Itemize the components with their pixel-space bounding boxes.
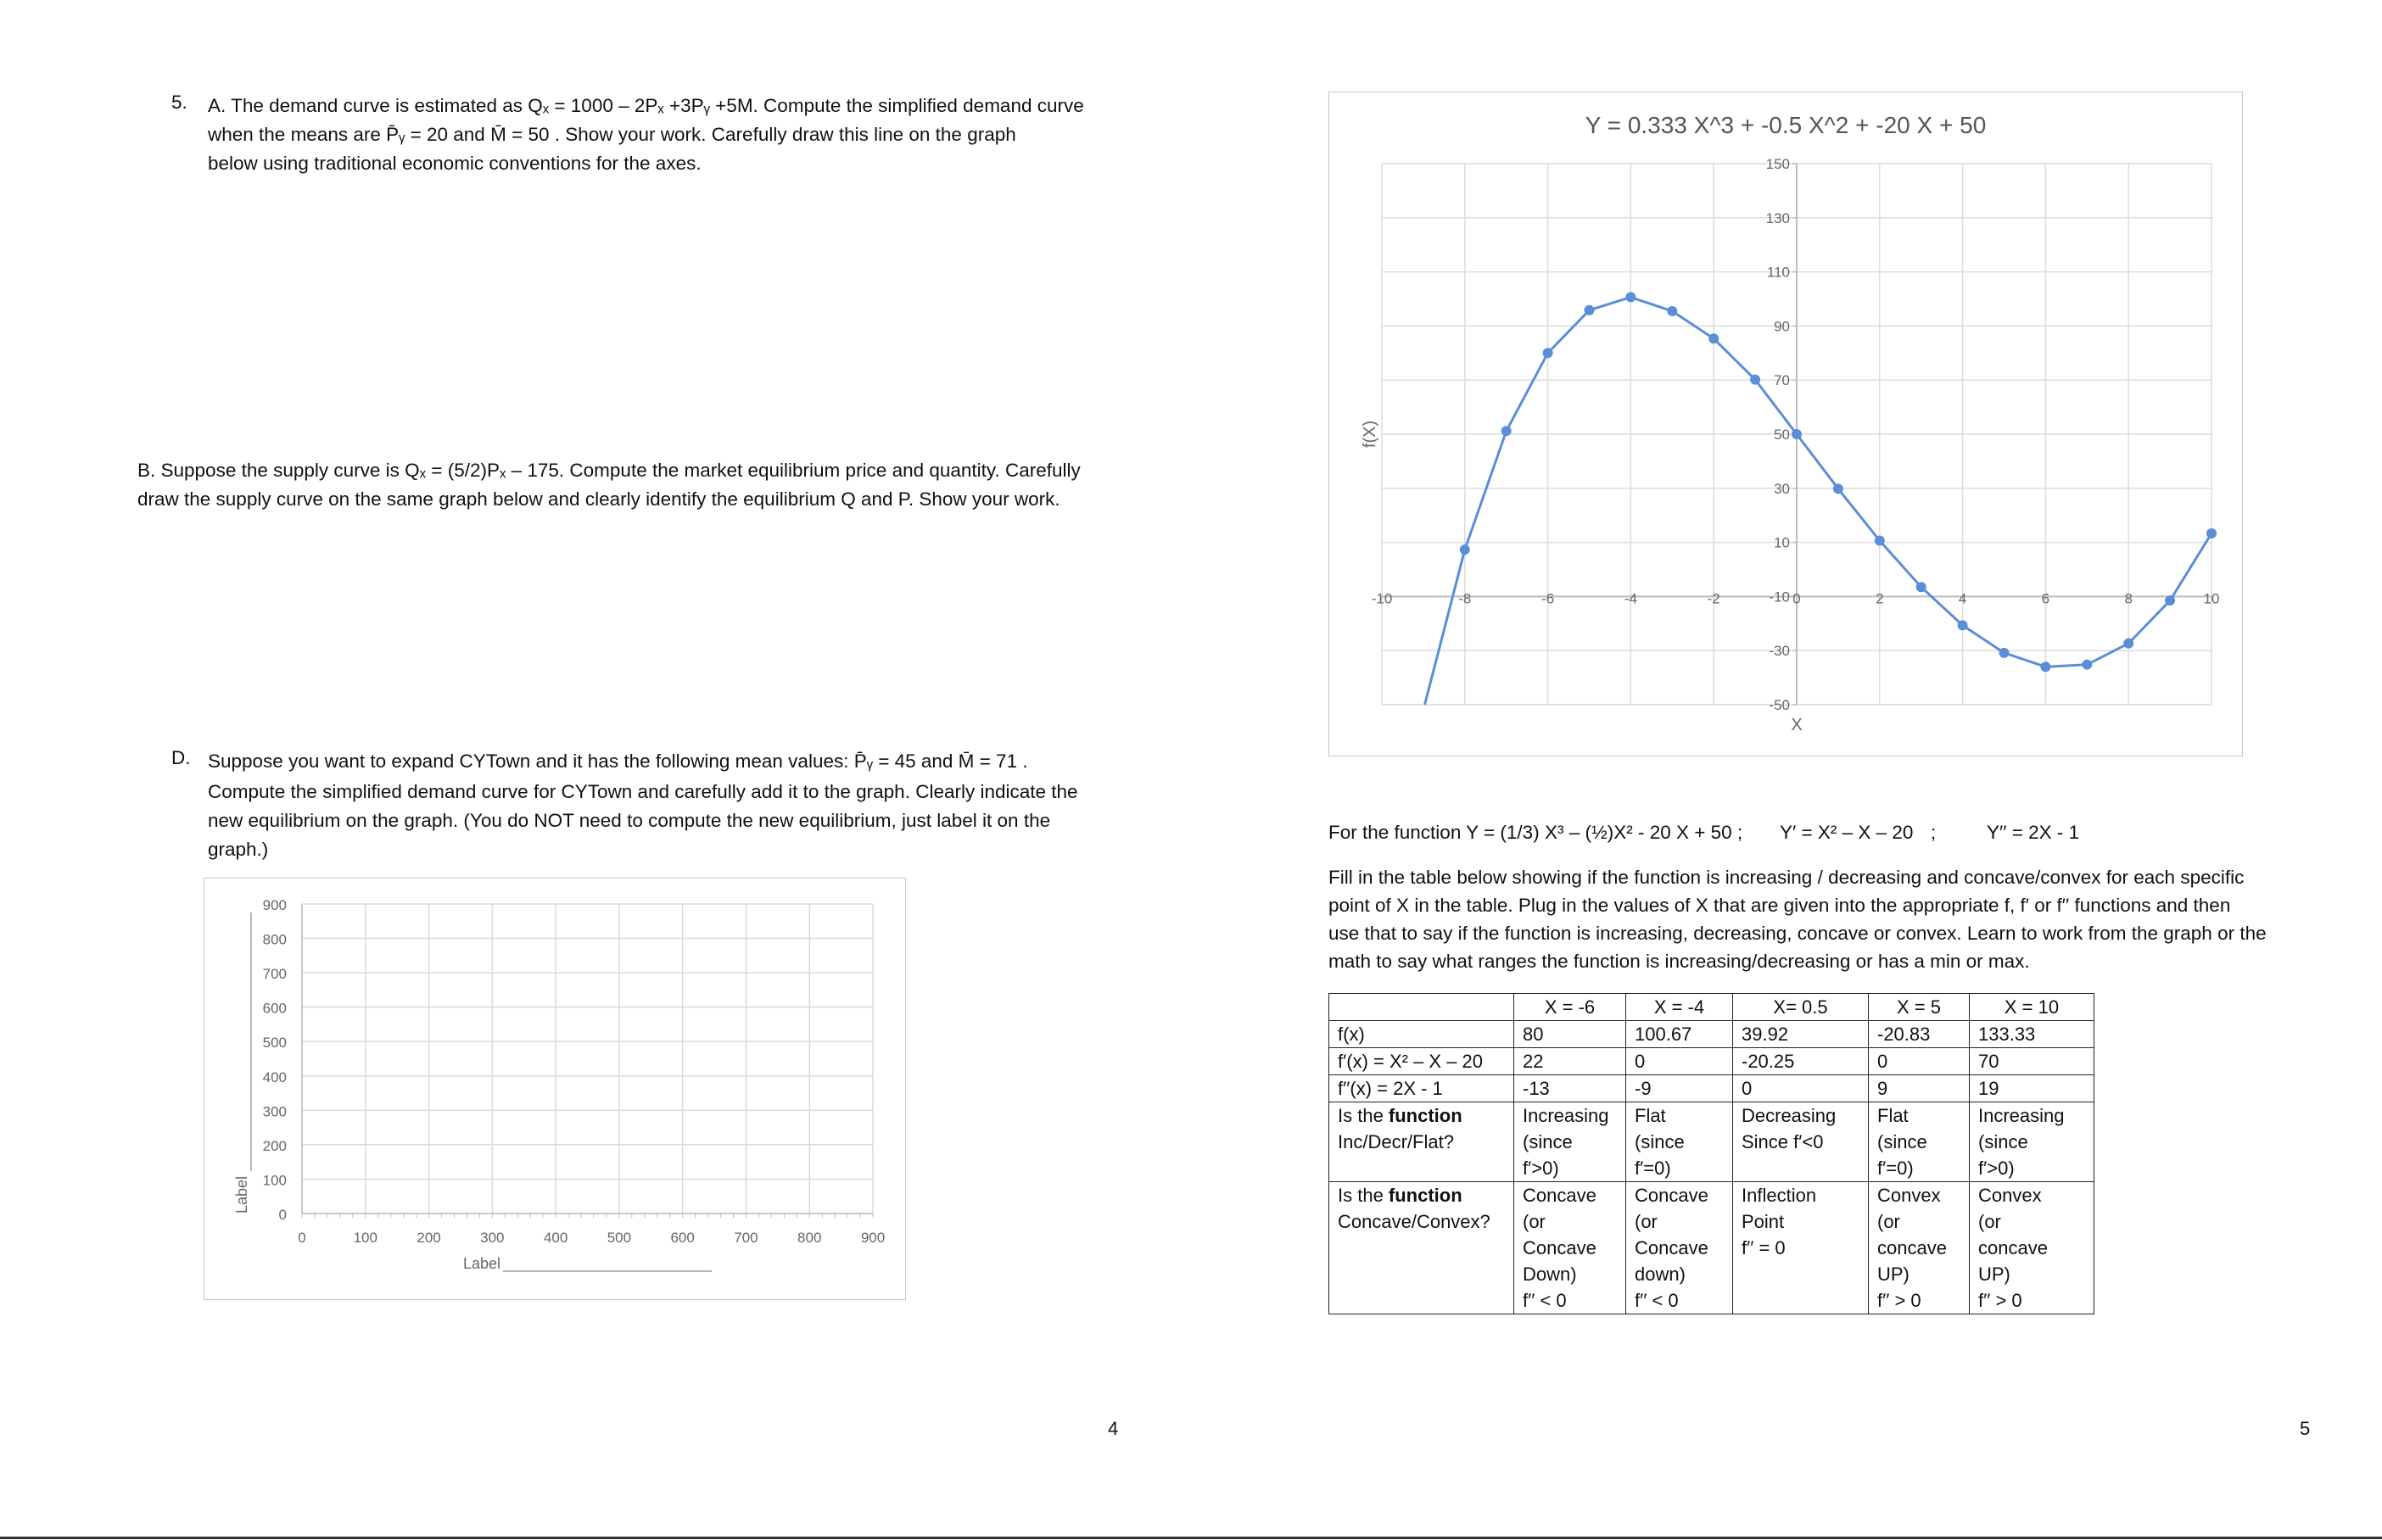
y-tick-label: 500 <box>262 1035 287 1052</box>
x-tick-label: -2 <box>1707 590 1720 607</box>
row-label-text <box>1338 1182 1505 1208</box>
table-row-label <box>1329 1048 1514 1075</box>
series-line <box>1425 297 2212 705</box>
blank-graph <box>204 878 906 1300</box>
table-column-header: X = 10 <box>1970 994 2094 1021</box>
table-cell <box>1733 1048 1869 1075</box>
table-cell-text: concave <box>1877 1237 1947 1258</box>
function-definition-part-1: For the function Y = (1/3) X³ – (½)X² - 20 X + 50 ; <box>1328 822 1743 843</box>
data-point <box>1543 348 1553 358</box>
x-tick-label: -6 <box>1541 590 1555 607</box>
table-cell-text: 70 <box>1978 1051 1999 1072</box>
function-derivative-second: Y′′ = 2X - 1 <box>1987 822 2080 843</box>
row-label-rest: Concave/Convex? <box>1338 1211 1490 1232</box>
table-cell-text: -20.25 <box>1742 1051 1795 1072</box>
x-tick-label: 0 <box>1792 590 1801 607</box>
instruction-line-1: Fill in the table below showing if the function is increasing / decreasing and concave/convex for each specific <box>1328 867 2245 888</box>
table-cell-text: f′>0) <box>1523 1158 1559 1179</box>
table-cell-text: Flat <box>1635 1105 1666 1126</box>
y-tick-label: -30 <box>1769 643 1790 660</box>
data-point <box>1667 306 1677 316</box>
table-cell <box>1869 1182 1970 1314</box>
row-label-bold: function <box>1388 1185 1462 1206</box>
table-cell-text: f′=0) <box>1877 1158 1914 1179</box>
row-label-text: f(x) <box>1338 1024 1365 1045</box>
row-label-bold: function <box>1388 1105 1462 1126</box>
table-cell-text: concave <box>1978 1237 2048 1258</box>
table-cell-text: Inflection <box>1742 1185 1817 1206</box>
table-row <box>1329 1182 2094 1314</box>
x-tick-label: 400 <box>543 1230 568 1246</box>
x-tick-label: 100 <box>353 1230 377 1246</box>
table-cell-text: 39.92 <box>1742 1024 1789 1045</box>
table-cell <box>1970 1075 2094 1102</box>
table-cell-text: f′>0) <box>1978 1158 2015 1179</box>
row-label-text <box>1338 1102 1505 1129</box>
data-point <box>2123 639 2133 649</box>
y-tick-label: 400 <box>262 1069 287 1085</box>
x-tick-label: 8 <box>2124 590 2133 607</box>
table-cell-text: (since <box>1978 1131 2028 1152</box>
y-tick-label: 70 <box>1774 372 1790 389</box>
data-point <box>1916 582 1926 592</box>
y-tick-label: 100 <box>262 1172 287 1189</box>
y-tick-label: 200 <box>262 1137 287 1154</box>
x-tick-label: 200 <box>417 1230 441 1246</box>
blank-graph-plot <box>204 879 905 1299</box>
table-cell <box>1514 1075 1626 1102</box>
page-number-left: 4 <box>1108 1418 1119 1439</box>
table-cell-text: f′′ > 0 <box>1877 1290 1921 1311</box>
table-cell-text: Increasing <box>1523 1105 1609 1126</box>
table-cell <box>1626 1182 1733 1314</box>
table-cell-text: Concave <box>1523 1237 1596 1258</box>
table-cell <box>1626 1048 1733 1075</box>
table-cell <box>1733 1021 1869 1048</box>
page-bottom-rule <box>0 1537 2382 1539</box>
table-header-row <box>1329 994 2094 1021</box>
table-cell-text: -20.83 <box>1877 1024 1931 1045</box>
table-cell-text: Point <box>1742 1211 1785 1232</box>
table-cell <box>1626 1102 1733 1182</box>
cubic-function-chart <box>1328 92 2243 756</box>
row-label-prefix: Is the <box>1338 1105 1389 1126</box>
data-point <box>1875 535 1885 545</box>
table-cell-text: 19 <box>1978 1078 1999 1099</box>
table-cell <box>1514 1102 1626 1182</box>
x-tick-label: 300 <box>480 1230 505 1246</box>
table-cell-text: Concave <box>1635 1237 1708 1258</box>
table-cell-text: f′′ < 0 <box>1523 1290 1567 1311</box>
question-5a-line-3: below using traditional economic conventions for the axes. <box>208 153 702 174</box>
y-tick-label: -50 <box>1769 697 1790 713</box>
question-5b-line-2: draw the supply curve on the same graph below and clearly identify the equilibrium Q and P. Show your work. <box>137 488 1060 510</box>
table-column-header: X = -6 <box>1514 994 1626 1021</box>
y-tick-label: 150 <box>1765 156 1790 172</box>
table-cell-text: UP) <box>1978 1264 2010 1285</box>
table-cell-text: 100.67 <box>1635 1024 1692 1045</box>
instruction-line-4: math to say what ranges the function is increasing/decreasing or has a min or max. <box>1328 951 2030 972</box>
table-column-header: X = -4 <box>1626 994 1733 1021</box>
data-point <box>1958 620 1968 630</box>
table-corner-cell <box>1329 994 1514 1021</box>
table-cell <box>1733 1075 1869 1102</box>
table-cell-text: down) <box>1635 1264 1686 1285</box>
table-cell-text: Decreasing <box>1742 1105 1837 1126</box>
data-point <box>1625 292 1636 302</box>
y-tick-label: 0 <box>278 1207 287 1223</box>
table-row-label <box>1329 1075 1514 1102</box>
x-tick-label: 10 <box>2203 590 2220 607</box>
instruction-line-3: use that to say if the function is increasing, decreasing, concave or convex. Learn to work from the graph or the <box>1328 923 2267 944</box>
table-row <box>1329 1102 2094 1182</box>
cubic-function-plot <box>1329 92 2242 756</box>
question-d-line-1: Suppose you want to expand CYTown and it has the following mean values: P̄ᵧ = 45 and M̄ = 71 . <box>208 750 1028 772</box>
table-cell-text: Down) <box>1523 1264 1577 1285</box>
table-cell-text: 133.33 <box>1978 1024 2036 1045</box>
y-tick-label: 90 <box>1774 318 1790 335</box>
y-tick-label: 700 <box>262 966 287 983</box>
data-point <box>1750 375 1760 385</box>
table-column-header: X= 0.5 <box>1733 994 1869 1021</box>
table-cell-text: UP) <box>1877 1264 1910 1285</box>
y-tick-label: -10 <box>1769 589 1790 605</box>
x-tick-label: -8 <box>1458 590 1472 607</box>
table-cell-text: Concave <box>1635 1185 1708 1206</box>
row-label-prefix: Is the <box>1338 1185 1389 1206</box>
table-cell-text: Flat <box>1877 1105 1909 1126</box>
table-row-label <box>1329 1182 1514 1314</box>
function-separator: ; <box>1931 822 1937 843</box>
chart-title: Y = 0.333 X^3 + -0.5 X^2 + -20 X + 50 <box>1585 112 1987 138</box>
table-cell-text: (since <box>1523 1131 1573 1152</box>
data-point <box>1460 544 1470 555</box>
data-point <box>2040 661 2050 672</box>
table-cell <box>1869 1102 1970 1182</box>
table-cell-text: 22 <box>1523 1051 1544 1072</box>
data-point <box>1833 483 1843 494</box>
table-cell <box>1514 1021 1626 1048</box>
data-point <box>1792 429 1802 439</box>
increasing-concavity-table <box>1328 993 2094 1314</box>
x-tick-label: 4 <box>1958 590 1967 607</box>
data-point <box>1585 305 1595 315</box>
table-cell-text: Increasing <box>1978 1105 2065 1126</box>
table-cell <box>1869 1021 1970 1048</box>
x-tick-label: 800 <box>797 1230 822 1246</box>
table-cell-text: 9 <box>1877 1078 1888 1099</box>
x-tick-label: 0 <box>298 1230 306 1246</box>
table-cell-text: (since <box>1877 1131 1927 1152</box>
table-row-label <box>1329 1021 1514 1048</box>
table-cell-text: Convex <box>1978 1185 2042 1206</box>
y-tick-label: 30 <box>1774 480 1790 497</box>
data-point <box>2165 595 2175 605</box>
table-cell-text: f′′ < 0 <box>1635 1290 1679 1311</box>
table-cell <box>1869 1048 1970 1075</box>
y-tick-label: 110 <box>1766 264 1790 281</box>
page-number-right: 5 <box>2300 1418 2311 1439</box>
function-derivative-first: Y′ = X² – X – 20 <box>1780 822 1914 843</box>
table-row <box>1329 1048 2094 1075</box>
x-axis-label: Label <box>463 1255 501 1272</box>
table-cell-text: f′′ > 0 <box>1978 1290 2022 1311</box>
table-cell-text: (or <box>1523 1211 1546 1232</box>
table-cell-text: f′′ = 0 <box>1742 1237 1786 1258</box>
table-cell <box>1970 1021 2094 1048</box>
question-d-number: D. <box>171 747 191 768</box>
table-cell <box>1733 1182 1869 1314</box>
table-cell-text: 0 <box>1635 1051 1646 1072</box>
x-tick-label: 6 <box>2041 590 2050 607</box>
row-label-rest: Inc/Decr/Flat? <box>1338 1131 1454 1152</box>
table-cell <box>1626 1075 1733 1102</box>
y-tick-label: 10 <box>1774 534 1790 551</box>
right-page <box>1191 0 2382 1540</box>
data-point <box>1708 333 1719 343</box>
y-tick-label: 300 <box>262 1103 287 1120</box>
instruction-line-2: point of X in the table. Plug in the values of X that are given into the appropriate f, f′ or f′′ functions and then <box>1328 895 2231 916</box>
row-label-text: f′(x) = X² – X – 20 <box>1338 1051 1484 1072</box>
table-row-label <box>1329 1102 1514 1182</box>
table-cell-text: -9 <box>1635 1078 1652 1099</box>
table-cell-text: 0 <box>1877 1051 1888 1072</box>
row-label-text: f′′(x) = 2X - 1 <box>1338 1078 1443 1099</box>
table-cell-text: (or <box>1635 1211 1658 1232</box>
table-cell-text: Convex <box>1877 1185 1941 1206</box>
data-point <box>2082 660 2092 670</box>
table-cell-text: f′=0) <box>1635 1158 1671 1179</box>
table-cell <box>1970 1182 2094 1314</box>
y-tick-label: 800 <box>262 931 287 948</box>
table-cell-text: -13 <box>1523 1078 1550 1099</box>
data-point <box>1999 648 2010 658</box>
question-d-line-2: Compute the simplified demand curve for CYTown and carefully add it to the graph. Clearly indicate the <box>208 781 1078 802</box>
x-tick-label: 500 <box>607 1230 632 1246</box>
question-5a-line-1: A. The demand curve is estimated as Qₓ = 1000 – 2Pₓ +3Pᵧ +5M. Compute the simplified demand curve <box>208 95 1084 116</box>
x-tick-label: -10 <box>1371 590 1393 607</box>
table-cell <box>1514 1048 1626 1075</box>
x-tick-label: 700 <box>734 1230 758 1246</box>
table-cell-text: (since <box>1635 1131 1685 1152</box>
y-axis-label: f(X) <box>1361 420 1379 449</box>
table-cell-text: (or <box>1877 1211 1900 1232</box>
question-5b-line-1: B. Suppose the supply curve is Qₓ = (5/2)Pₓ – 175. Compute the market equilibrium price and quantity. Carefully <box>137 460 1081 481</box>
table-cell <box>1869 1075 1970 1102</box>
data-point <box>1501 426 1512 436</box>
table-cell-text: Since f′<0 <box>1742 1131 1824 1152</box>
x-tick-label: 2 <box>1876 590 1884 607</box>
x-tick-label: -4 <box>1624 590 1637 607</box>
table-cell <box>1970 1102 2094 1182</box>
y-tick-label: 600 <box>262 1000 287 1017</box>
table-cell-text: 0 <box>1742 1078 1753 1099</box>
x-axis-label: X <box>1791 716 1803 734</box>
table-cell-text: (or <box>1978 1211 2001 1232</box>
table-cell <box>1970 1048 2094 1075</box>
table-column-header: X = 5 <box>1869 994 1970 1021</box>
y-tick-label: 900 <box>262 897 287 913</box>
question-5-number: 5. <box>171 92 187 113</box>
data-point <box>2206 528 2217 538</box>
y-tick-label: 130 <box>1765 209 1790 226</box>
table-cell <box>1733 1102 1869 1182</box>
table-cell <box>1626 1021 1733 1048</box>
question-d-line-4: graph.) <box>208 839 269 860</box>
table-cell <box>1514 1182 1626 1314</box>
x-tick-label: 600 <box>670 1230 695 1246</box>
y-axis-label: Label <box>233 1175 250 1214</box>
y-tick-label: 50 <box>1774 427 1790 443</box>
question-5a-line-2: when the means are P̄ᵧ = 20 and M̄ = 50 . Show your work. Carefully draw this line on the graph <box>208 124 1016 145</box>
table-cell-text: Concave <box>1523 1185 1596 1206</box>
table-cell-text: 80 <box>1523 1024 1544 1045</box>
table-row <box>1329 1075 2094 1102</box>
table-row <box>1329 1021 2094 1048</box>
x-tick-label: 900 <box>860 1230 886 1246</box>
question-d-line-3: new equilibrium on the graph. (You do NOT need to compute the new equilibrium, just label it on the <box>208 810 1051 831</box>
